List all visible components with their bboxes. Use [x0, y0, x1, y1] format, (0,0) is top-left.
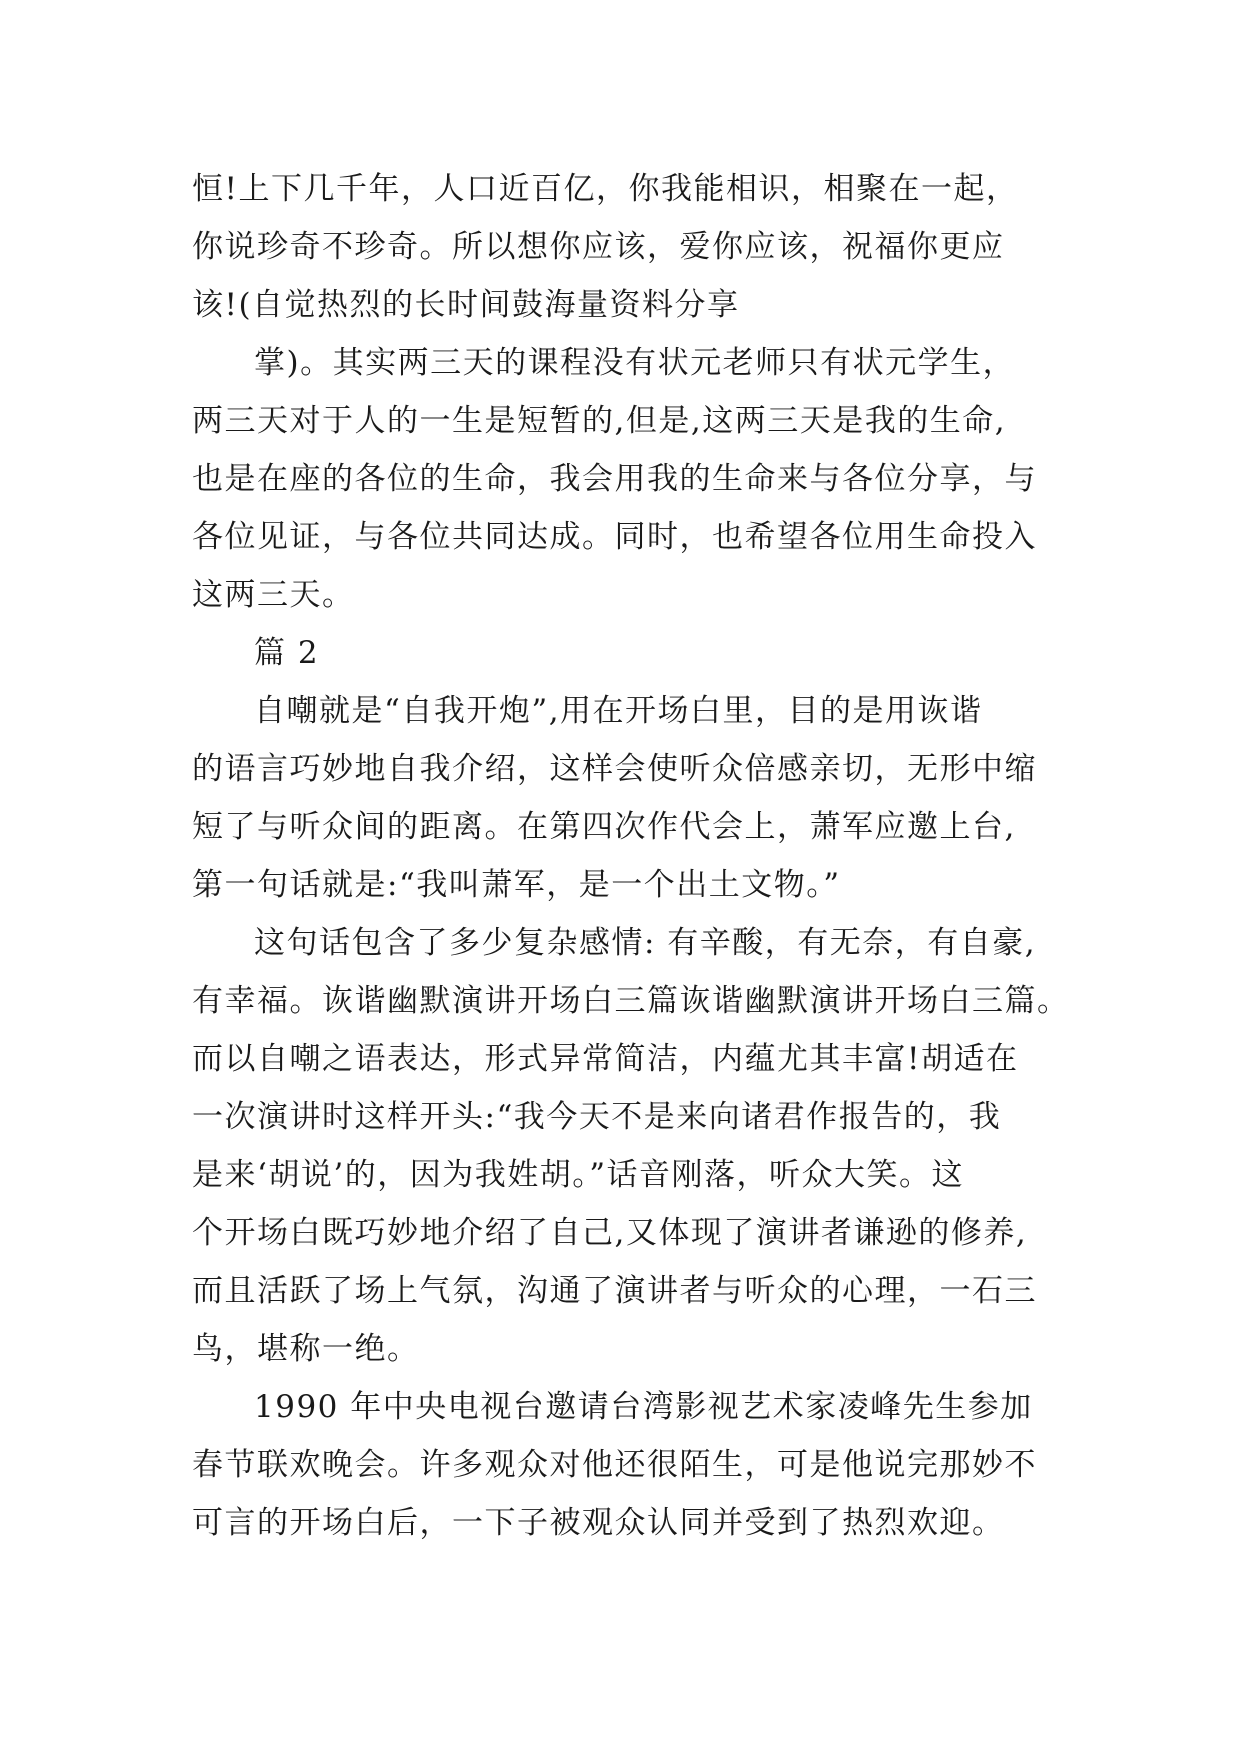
text-line: 第一句话就是:“我叫萧军，是一个出土文物。”: [192, 867, 841, 903]
text-line: 这句话包含了多少复杂感情: 有辛酸，有无奈，有自豪,: [254, 925, 1037, 961]
text-line: 短了与听众间的距离。在第四次作代会上，萧军应邀上台,: [192, 809, 1016, 845]
text-line: 是来‘胡说’的，因为我姓胡。”话音刚落，听众大笑。这: [192, 1157, 965, 1193]
text-line: 春节联欢晚会。许多观众对他还很陌生，可是他说完那妙不: [192, 1447, 1037, 1483]
text-line: 有幸福。诙谐幽默演讲开场白三篇诙谐幽默演讲开场白三篇。: [192, 983, 1070, 1019]
text-line: 自嘲就是“自我开炮”,用在开场白里，目的是用诙谐: [254, 693, 983, 729]
text-line: 恒!上下几千年，人口近百亿，你我能相识，相聚在一起，: [192, 171, 1019, 207]
text-line: 的语言巧妙地自我介绍，这样会使听众倍感亲切，无形中缩: [192, 751, 1037, 787]
text-line: 一次演讲时这样开头:“我今天不是来向诸君作报告的，我: [192, 1099, 1002, 1135]
text-line: 而以自嘲之语表达，形式异常简洁，内蕴尤其丰富!胡适在: [192, 1041, 1019, 1077]
text-line: 各位见证，与各位共同达成。同时，也希望各位用生命投入: [192, 519, 1037, 555]
text-line: 这两三天。: [192, 577, 355, 613]
text-line: 可言的开场白后，一下子被观众认同并受到了热烈欢迎。: [192, 1505, 1005, 1541]
text-line: 掌)。其实两三天的课程没有状元老师只有状元学生，: [254, 345, 1016, 381]
text-line: 你说珍奇不珍奇。所以想你应该，爱你应该，祝福你更应: [192, 229, 1005, 265]
text-line: 也是在座的各位的生命，我会用我的生命来与各位分享，与: [192, 461, 1037, 497]
text-line: 1990 年中央电视台邀请台湾影视艺术家凌峰先生参加: [254, 1389, 1033, 1425]
text-line: 两三天对于人的一生是短暂的,但是,这两三天是我的生命,: [192, 403, 1007, 439]
document-page: [192, 160, 1070, 1552]
text-line: 鸟，堪称一绝。: [192, 1331, 420, 1367]
text-line: 个开场白既巧妙地介绍了自己,又体现了演讲者谦逊的修养,: [192, 1215, 1028, 1251]
text-line: 而且活跃了场上气氛，沟通了演讲者与听众的心理，一石三: [192, 1273, 1037, 1309]
section-heading: 篇 2: [254, 635, 320, 671]
text-line: 该!(自觉热烈的长时间鼓海量资料分享: [192, 287, 740, 323]
